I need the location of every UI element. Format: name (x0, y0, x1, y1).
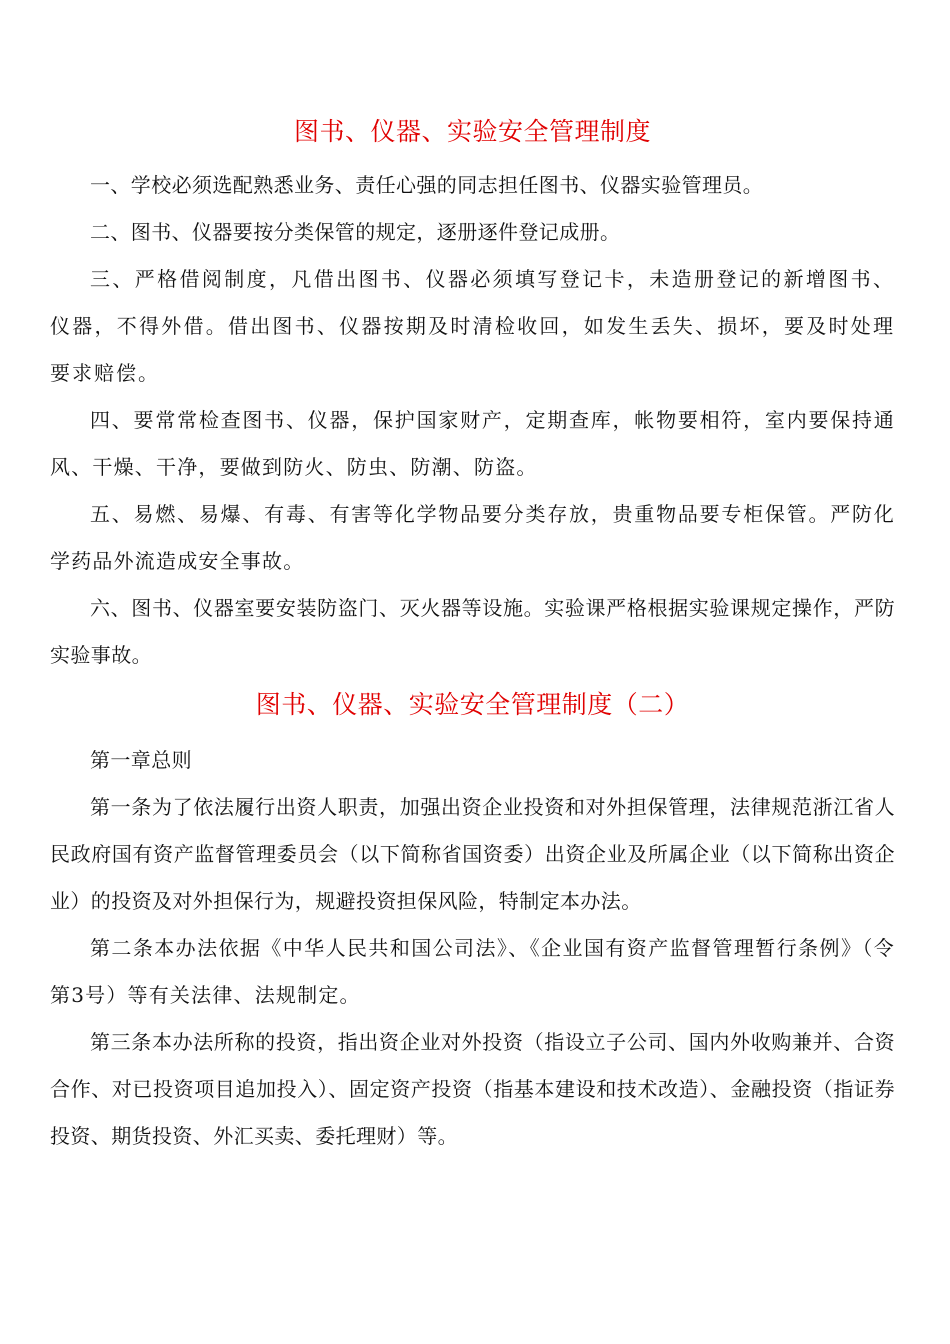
article-1: 第一条为了依法履行出资人职责，加强出资企业投资和对外担保管理，法律规范浙江省人民政府国有资产监督管理委员会（以下简称省国资委）出资企业及所属企业（以下简称出资企业）的投资及对外担保行为，规避投资担保风险，特制定本办法。 (50, 795, 895, 913)
paragraph-5: 五、易燃、易爆、有毒、有害等化学物品要分类存放，贵重物品要专柜保管。严防化学药品外流造成安全事故。 (50, 502, 895, 573)
document-title: 图书、仪器、实验安全管理制度 (293, 117, 651, 146)
article-2: 第二条本办法依据《中华人民共和国公司法》、《企业国有资产监督管理暂行条例》（令第3号）等有关法律、法规制定。 (50, 936, 895, 1007)
section-title: 图书、仪器、实验安全管理制度（二） (255, 690, 690, 719)
paragraph-3: 三、严格借阅制度，凡借出图书、仪器必须填写登记卡，未造册登记的新增图书、仪器，不得外借。借出图书、仪器按期及时清检收回，如发生丢失、损坏，要及时处理要求赔偿。 (50, 267, 895, 385)
paragraph-6: 六、图书、仪器室要安装防盗门、灭火器等设施。实验课严格根据实验课规定操作，严防实验事故。 (50, 596, 895, 667)
document-page (50, 112, 895, 1160)
paragraph-2: 二、图书、仪器要按分类保管的规定，逐册逐件登记成册。 (90, 220, 621, 244)
paragraph-4: 四、要常常检查图书、仪器，保护国家财产，定期查库，帐物要相符，室内要保持通风、干燥、干净，要做到防火、防虫、防潮、防盗。 (50, 408, 895, 479)
chapter-heading: 第一章总则 (90, 748, 192, 772)
paragraph-1: 一、学校必须选配熟悉业务、责任心强的同志担任图书、仪器实验管理员。 (90, 173, 764, 197)
article-3: 第三条本办法所称的投资，指出资企业对外投资（指设立子公司、国内外收购兼并、合资合作、对已投资项目追加投入）、固定资产投资（指基本建设和技术改造）、金融投资（指证券投资、期货投资、外汇买卖、委托理财）等。 (50, 1030, 895, 1148)
